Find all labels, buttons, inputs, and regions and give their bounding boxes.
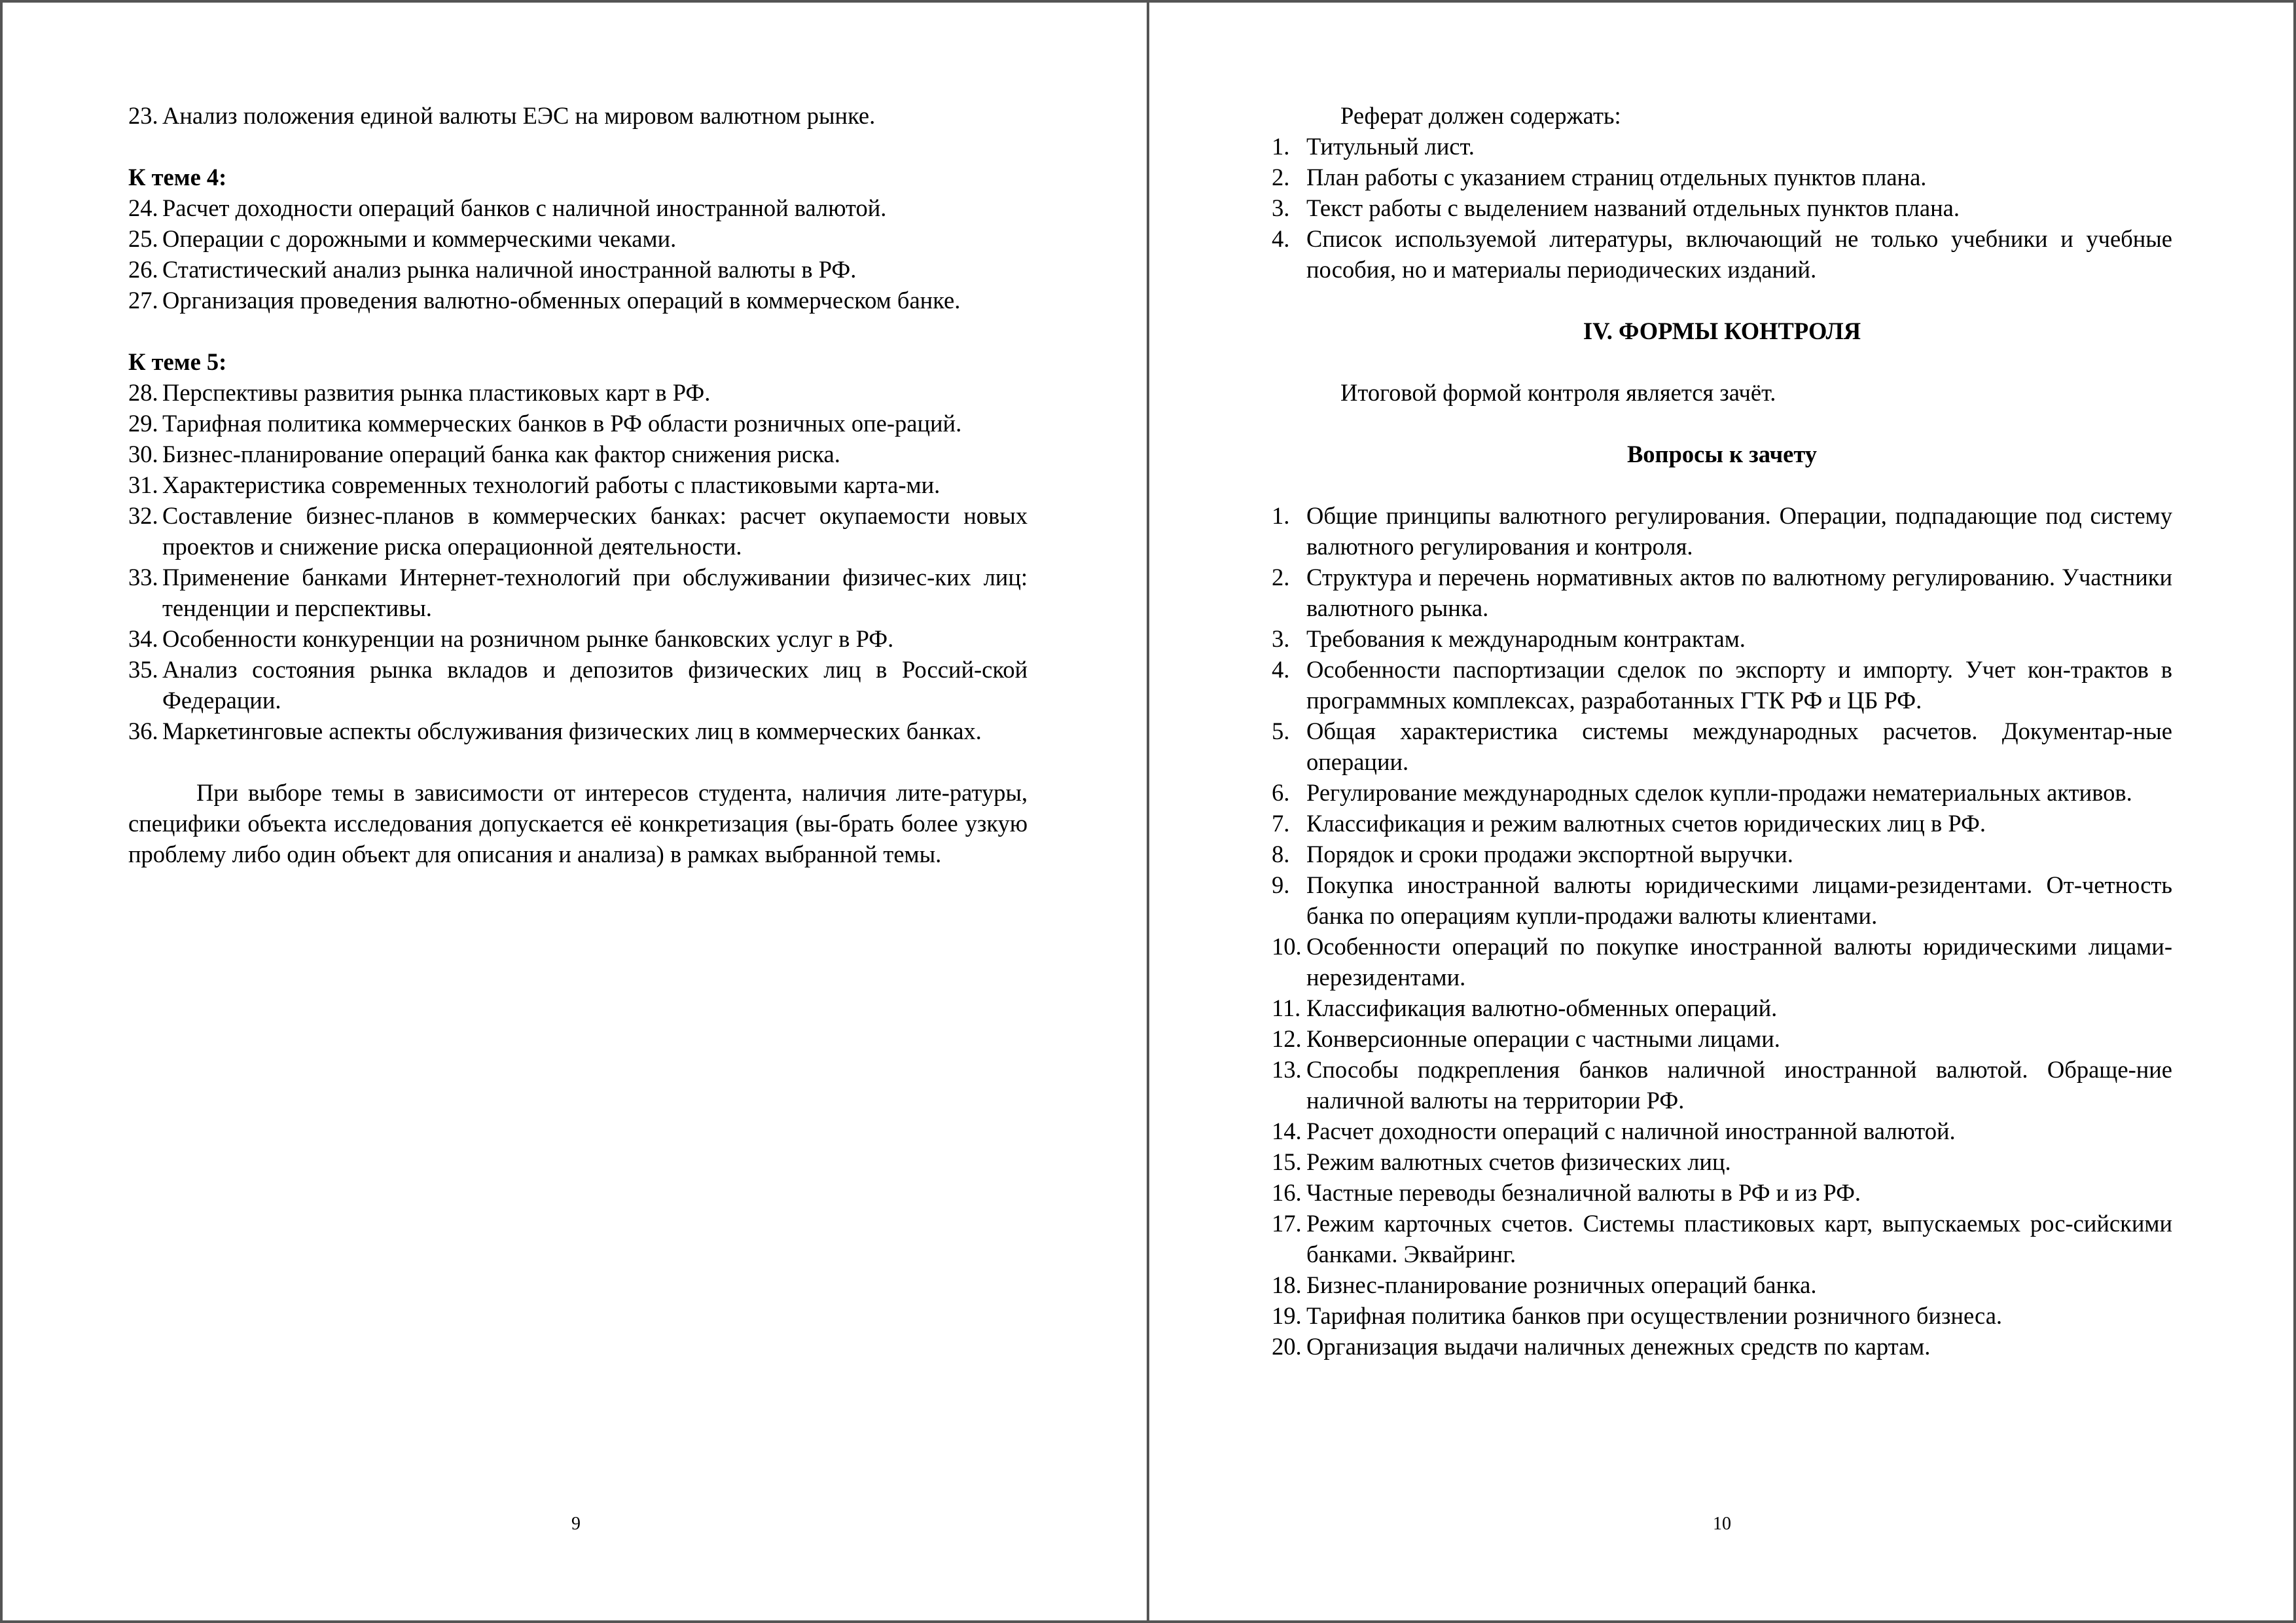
page-number: 9 xyxy=(571,1514,581,1534)
item-text: Режим валютных счетов физических лиц. xyxy=(1306,1148,1731,1175)
item-text: Общие принципы валютного регулирования. Операции, подпадающие под систему валютного регулирования и контроля. xyxy=(1306,502,2172,560)
list-item xyxy=(128,469,1028,500)
item-number: 3. xyxy=(1272,194,1290,221)
topic5-heading: К теме 5: xyxy=(128,348,227,375)
list-item xyxy=(128,716,1028,746)
list-item xyxy=(1272,993,2172,1023)
item-text: Особенности конкуренции на розничном рынке банковских услуг в РФ. xyxy=(162,625,894,652)
item-text: Текст работы с выделением названий отдельных пунктов плана. xyxy=(1306,194,1960,221)
item-number: 23. xyxy=(128,102,158,129)
item-number: 17. xyxy=(1272,1210,1302,1237)
item-number: 11. xyxy=(1272,994,1301,1021)
list-item xyxy=(1272,131,2172,162)
item-text: Тарифная политика коммерческих банков в РФ области розничных опе-раций. xyxy=(162,410,962,437)
spacer xyxy=(128,131,1028,162)
item-text: Организация выдачи наличных денежных средств по картам. xyxy=(1306,1333,1931,1360)
list-item xyxy=(1272,1177,2172,1208)
item-text: Статистический анализ рынка наличной иностранной валюты в РФ. xyxy=(162,256,857,283)
essay-intro: Реферат должен содержать: xyxy=(1340,102,1621,129)
item-text: Организация проведения валютно-обменных операций в коммерческом банке. xyxy=(162,287,961,314)
item-number: 24. xyxy=(128,194,158,221)
section-title: IV. ФОРМЫ КОНТРОЛЯ xyxy=(1583,318,1861,344)
list-item xyxy=(128,100,1028,131)
list-item xyxy=(1272,192,2172,223)
list-item xyxy=(1272,1116,2172,1146)
item-text: Расчет доходности операций банков с наличной иностранной валютой. xyxy=(162,194,887,221)
item-text: Характеристика современных технологий работы с пластиковыми карта-ми. xyxy=(162,471,941,498)
item-text: Тарифная политика банков при осуществлении розничного бизнеса. xyxy=(1306,1302,2003,1329)
page-right xyxy=(1149,0,2296,1623)
item-number: 36. xyxy=(128,718,158,744)
item-text: Конверсионные операции с частными лицами. xyxy=(1306,1025,1780,1052)
item-number: 34. xyxy=(128,625,158,652)
topic4-list xyxy=(128,192,1028,316)
spacer xyxy=(1272,469,2172,500)
list-item xyxy=(1272,1208,2172,1269)
page-number: 10 xyxy=(1713,1514,1731,1534)
item-text: Структура и перечень нормативных актов по валютному регулированию. Участники валютного рынка. xyxy=(1306,564,2172,621)
item-number: 28. xyxy=(128,379,158,406)
item-text: Анализ положения единой валюты ЕЭС на мировом валютном рынке. xyxy=(162,102,876,129)
list-item xyxy=(128,500,1028,562)
item-number: 27. xyxy=(128,287,158,314)
item-text: Бизнес-планирование операций банка как фактор снижения риска. xyxy=(162,441,840,467)
list-item xyxy=(128,654,1028,716)
list-item xyxy=(1272,869,2172,931)
list-item xyxy=(128,562,1028,623)
list-item xyxy=(1272,716,2172,777)
item-number: 4. xyxy=(1272,656,1290,683)
list-item xyxy=(128,223,1028,254)
item-text: Особенности паспортизации сделок по экспорту и импорту. Учет кон-трактов в программных комплексах, разработанных ГТК РФ и ЦБ РФ. xyxy=(1306,656,2172,714)
page-left-content xyxy=(128,100,1028,869)
item-text: Частные переводы безналичной валюты в РФ и из РФ. xyxy=(1306,1179,1861,1206)
list-item xyxy=(128,408,1028,439)
item-number: 25. xyxy=(128,225,158,252)
item-number: 18. xyxy=(1272,1271,1302,1298)
list-item xyxy=(128,623,1028,654)
spacer xyxy=(1272,346,2172,377)
item-number: 32. xyxy=(128,502,158,529)
item-number: 19. xyxy=(1272,1302,1302,1329)
questions-title: Вопросы к зачету xyxy=(1626,441,1818,467)
list-item xyxy=(1272,623,2172,654)
item-text: Порядок и сроки продажи экспортной выручки. xyxy=(1306,841,1793,867)
list-item xyxy=(1272,777,2172,808)
item-text: Применение банками Интернет-технологий при обслуживании физичес-ких лиц: тенденции и перспективы. xyxy=(162,564,1028,621)
list-item xyxy=(1272,562,2172,623)
item-number: 15. xyxy=(1272,1148,1302,1175)
item-number: 5. xyxy=(1272,718,1290,744)
spacer xyxy=(1272,285,2172,316)
item-number: 10. xyxy=(1272,933,1302,960)
item-number: 26. xyxy=(128,256,158,283)
item-number: 6. xyxy=(1272,779,1290,806)
item-number: 2. xyxy=(1272,564,1290,591)
list-item xyxy=(1272,1146,2172,1177)
item-number: 1. xyxy=(1272,133,1290,160)
item-number: 9. xyxy=(1272,871,1290,898)
spacer xyxy=(128,316,1028,346)
page-left xyxy=(0,0,1147,1623)
topic5-list xyxy=(128,377,1028,746)
control-text: Итоговой формой контроля является зачёт. xyxy=(1340,379,1776,406)
list-item xyxy=(128,254,1028,285)
item-number: 4. xyxy=(1272,225,1290,252)
item-number: 30. xyxy=(128,441,158,467)
topic3-list-tail xyxy=(128,100,1028,131)
list-item xyxy=(1272,1331,2172,1362)
closing-paragraph: При выборе темы в зависимости от интересов студента, наличия лите-ратуры, специфики объекта исследования допускается её конкретизация (вы-брать более узкую проблему либо один объект для описания и анализа) в рамках выбранной темы. xyxy=(128,779,1028,867)
item-number: 16. xyxy=(1272,1179,1302,1206)
questions-list xyxy=(1272,500,2172,1362)
item-number: 3. xyxy=(1272,625,1290,652)
item-number: 13. xyxy=(1272,1056,1302,1083)
item-number: 35. xyxy=(128,656,158,683)
item-text: Операции с дорожными и коммерческими чеками. xyxy=(162,225,677,252)
item-text: Анализ состояния рынка вкладов и депозитов физических лиц в Россий-ской Федерации. xyxy=(162,656,1028,714)
item-number: 29. xyxy=(128,410,158,437)
list-item xyxy=(128,285,1028,316)
item-text: Классификация валютно-обменных операций. xyxy=(1306,994,1778,1021)
list-item xyxy=(1272,1300,2172,1331)
item-number: 31. xyxy=(128,471,158,498)
item-text: Бизнес-планирование розничных операций банка. xyxy=(1306,1271,1817,1298)
spacer xyxy=(128,746,1028,777)
item-number: 2. xyxy=(1272,164,1290,191)
item-number: 33. xyxy=(128,564,158,591)
item-text: Расчет доходности операций с наличной иностранной валютой. xyxy=(1306,1118,1956,1144)
item-text: Способы подкрепления банков наличной иностранной валютой. Обраще-ние наличной валюты на территории РФ. xyxy=(1306,1056,2172,1114)
item-text: Требования к международным контрактам. xyxy=(1306,625,1746,652)
item-text: Классификация и режим валютных счетов юридических лиц в РФ. xyxy=(1306,810,1986,837)
item-text: Список используемой литературы, включающий не только учебники и учебные пособия, но и материалы периодических изданий. xyxy=(1306,225,2172,283)
essay-requirements-list xyxy=(1272,131,2172,285)
item-text: Покупка иностранной валюты юридическими лицами-резидентами. От-четность банка по операциям купли-продажи валюты клиентами. xyxy=(1306,871,2172,929)
item-number: 8. xyxy=(1272,841,1290,867)
list-item xyxy=(1272,1269,2172,1300)
list-item xyxy=(128,439,1028,469)
item-text: Режим карточных счетов. Системы пластиковых карт, выпускаемых рос-сийскими банками. Эквайринг. xyxy=(1306,1210,2172,1267)
item-text: Регулирование международных сделок купли-продажи нематериальных активов. xyxy=(1306,779,2132,806)
list-item xyxy=(1272,654,2172,716)
spacer xyxy=(1272,408,2172,439)
topic4-heading: К теме 4: xyxy=(128,164,227,191)
list-item xyxy=(128,192,1028,223)
item-text: Общая характеристика системы международных расчетов. Документар-ные операции. xyxy=(1306,718,2172,775)
item-number: 7. xyxy=(1272,810,1290,837)
list-item xyxy=(1272,162,2172,192)
item-number: 12. xyxy=(1272,1025,1302,1052)
item-text: План работы с указанием страниц отдельных пунктов плана. xyxy=(1306,164,1927,191)
list-item xyxy=(1272,839,2172,869)
list-item xyxy=(128,377,1028,408)
list-item xyxy=(1272,931,2172,993)
list-item xyxy=(1272,1054,2172,1116)
item-text: Особенности операций по покупке иностранной валюты юридическими лицами-нерезидентами. xyxy=(1306,933,2172,991)
item-number: 1. xyxy=(1272,502,1290,529)
page-right-content xyxy=(1272,100,2172,1362)
list-item xyxy=(1272,808,2172,839)
list-item xyxy=(1272,1023,2172,1054)
list-item xyxy=(1272,500,2172,562)
item-text: Титульный лист. xyxy=(1306,133,1475,160)
item-text: Маркетинговые аспекты обслуживания физических лиц в коммерческих банках. xyxy=(162,718,982,744)
item-text: Перспективы развития рынка пластиковых карт в РФ. xyxy=(162,379,711,406)
item-text: Составление бизнес-планов в коммерческих банках: расчет окупаемости новых проектов и снижение риска операционной деятельности. xyxy=(162,502,1028,560)
item-number: 20. xyxy=(1272,1333,1302,1360)
item-number: 14. xyxy=(1272,1118,1302,1144)
list-item xyxy=(1272,223,2172,285)
